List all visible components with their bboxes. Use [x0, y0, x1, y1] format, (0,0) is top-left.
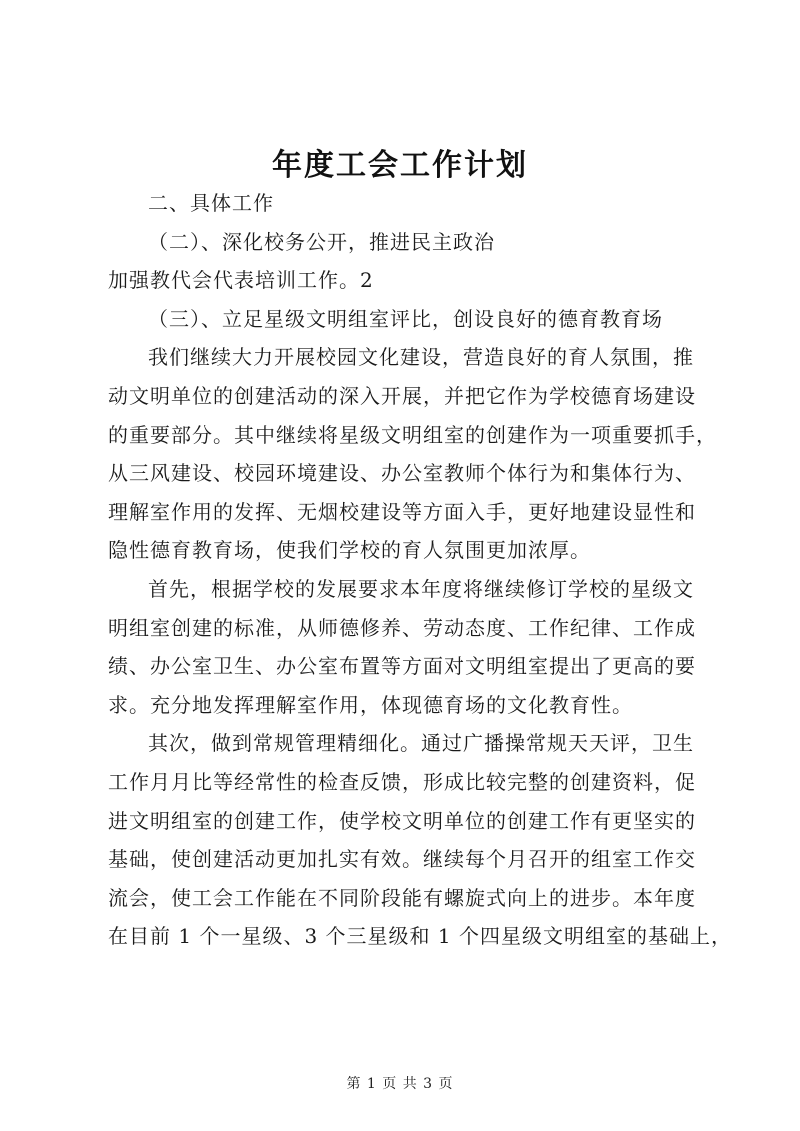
page-footer: 第 1 页 共 3 页 — [346, 1076, 454, 1092]
body-line: 流会，使工会工作能在不同阶段能有螺旋式向上的进步。本年度 — [108, 885, 696, 910]
body-line: 从三风建设、校园环境建设、办公室教师个体行为和集体行为、 — [108, 461, 696, 486]
body-line: 求。充分地发挥理解室作用，体现德育场的文化教育性。 — [108, 692, 633, 717]
section-heading-specific-work: 二、具体工作 — [148, 191, 274, 215]
body-line: 绩、办公室卫生、办公室布置等方面对文明组室提出了更高的要 — [108, 654, 696, 679]
paragraph-start: 其次，做到常规管理精细化。通过广播操常规天天评，卫生 — [148, 731, 694, 756]
paragraph-start: 首先，根据学校的发展要求本年度将继续修订学校的星级文 — [148, 576, 694, 601]
paragraph-start: 我们继续大力开展校园文化建设，营造良好的育人氛围，推 — [148, 345, 694, 370]
body-line: 加强教代会代表培训工作。2 — [108, 268, 374, 293]
subsection-heading-3: （三）、立足星级文明组室评比，创设良好的德育教育场 — [148, 306, 663, 331]
document-title: 年度工会工作计划 — [272, 148, 528, 183]
body-line: 理解室作用的发挥、无烟校建设等方面入手，更好地建设显性和 — [108, 499, 696, 524]
body-line: 的重要部分。其中继续将星级文明组室的创建作为一项重要抓手， — [108, 422, 717, 447]
document-body — [108, 184, 732, 956]
body-line: 明组室创建的标准，从师德修养、劳动态度、工作纪律、工作成 — [108, 615, 696, 640]
body-line: 动文明单位的创建活动的深入开展，并把它作为学校德育场建设 — [108, 383, 696, 408]
body-line: 基础，使创建活动更加扎实有效。继续每个月召开的组室工作交 — [108, 847, 696, 872]
body-line: 隐性德育教育场，使我们学校的育人氛围更加浓厚。 — [108, 538, 591, 563]
body-line: 工作月月比等经常性的检查反馈，形成比较完整的创建资料，促 — [108, 769, 696, 794]
body-line: 在目前 1 个一星级、3 个三星级和 1 个四星级文明组室的基础上， — [108, 924, 732, 949]
subsection-heading-2: （二）、深化校务公开，推进民主政治 — [148, 229, 495, 254]
body-line: 进文明组室的创建工作，使学校文明单位的创建工作有更坚实的 — [108, 808, 696, 833]
